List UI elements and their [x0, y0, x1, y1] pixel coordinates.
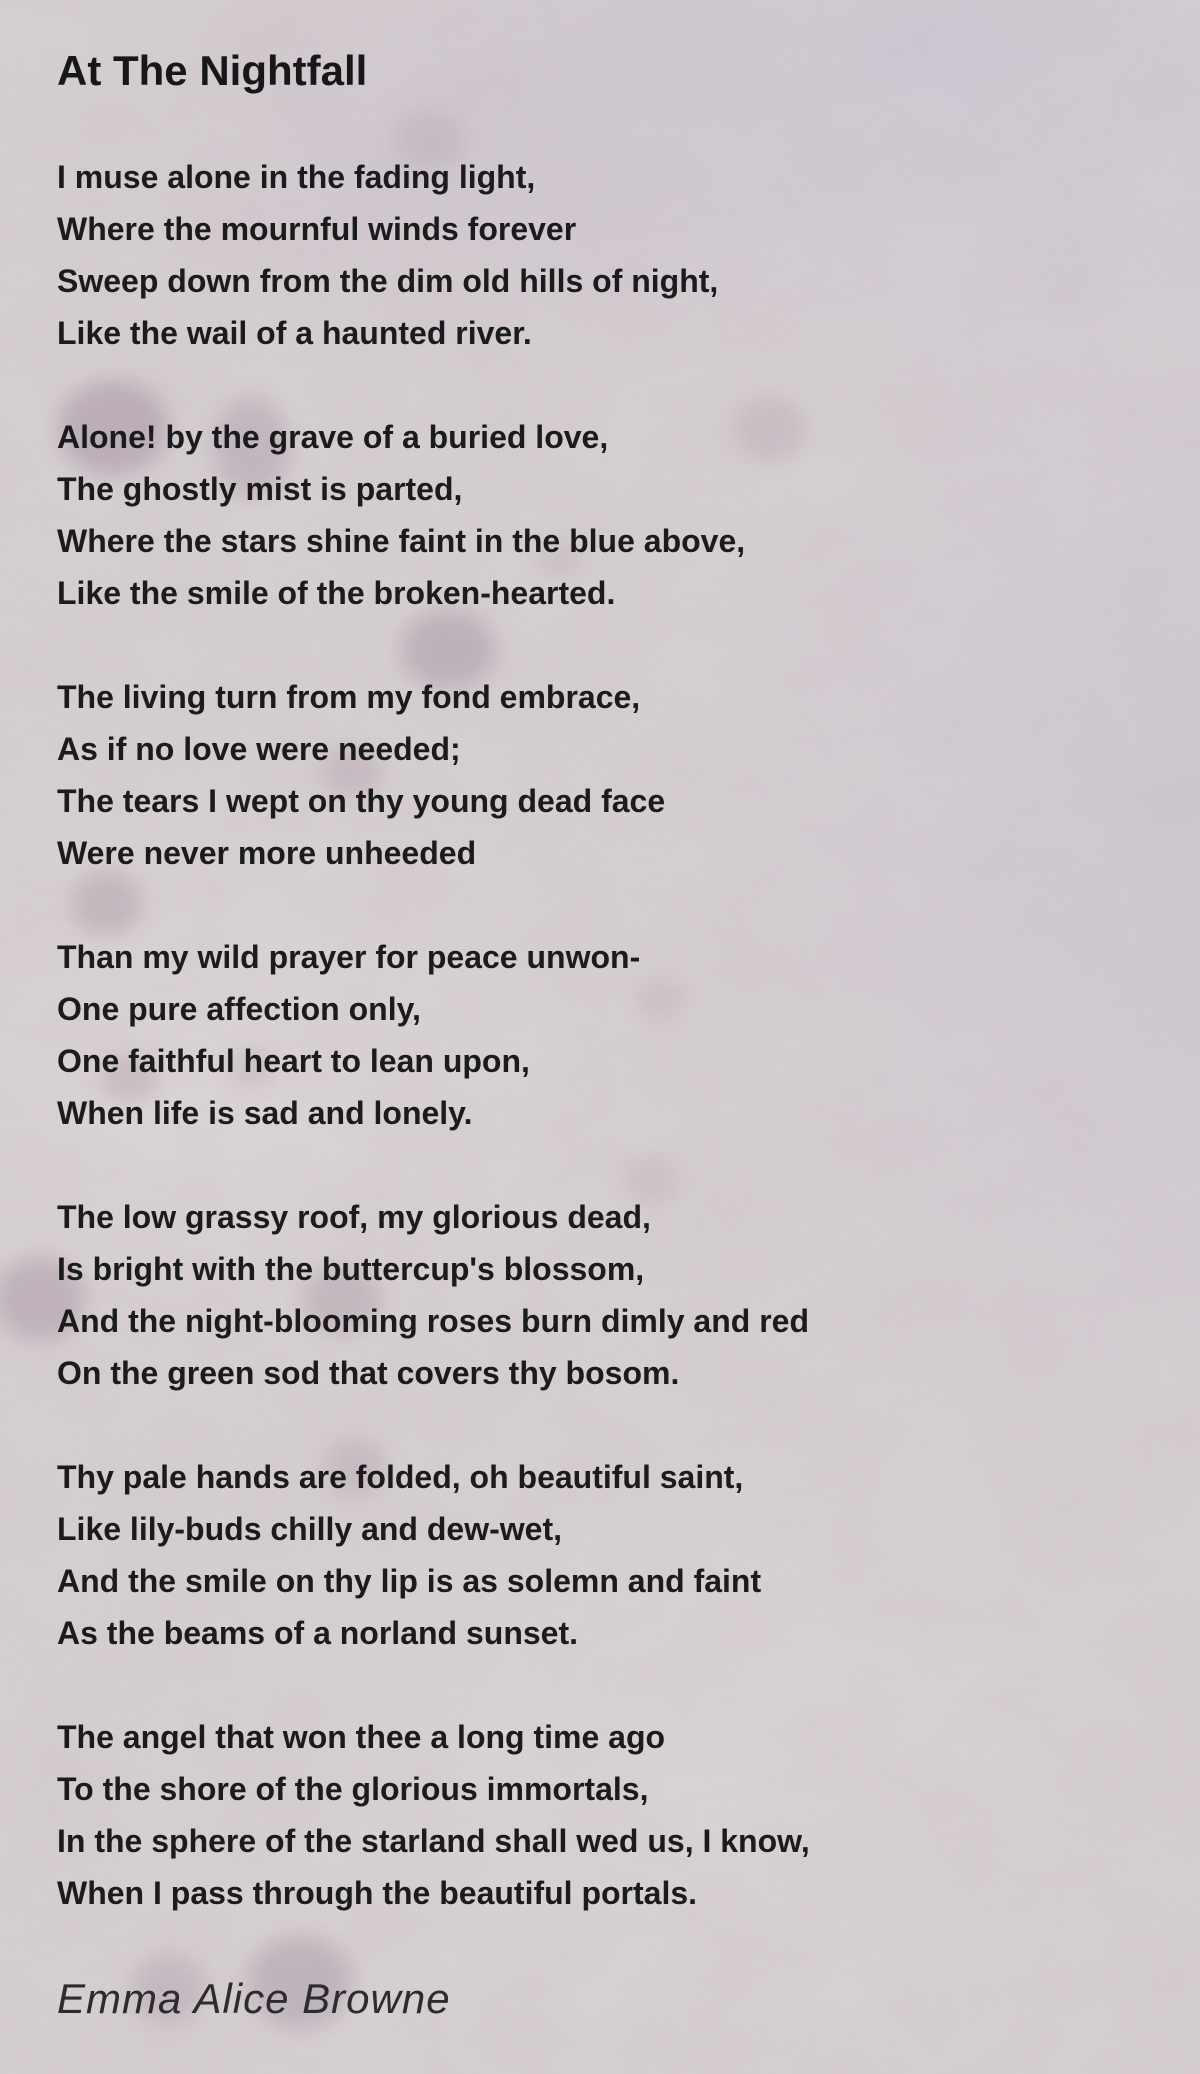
stanza-1: [57, 151, 1160, 359]
poem-line: Than my wild prayer for peace unwon-: [57, 939, 641, 975]
stanza-5: [57, 1191, 1160, 1399]
stanza-7: [57, 1711, 1160, 1919]
poem-line: One pure affection only,: [57, 991, 421, 1027]
poem-line: When I pass through the beautiful portals.: [57, 1875, 698, 1911]
poem-line: Were never more unheeded: [57, 835, 477, 871]
poem-line: To the shore of the glorious immortals,: [57, 1771, 649, 1807]
poem-line: Alone! by the grave of a buried love,: [57, 419, 609, 455]
stanza-3: [57, 671, 1160, 879]
poem-line: One faithful heart to lean upon,: [57, 1043, 530, 1079]
poem-body: [57, 151, 1160, 1919]
poem-author: Emma Alice Browne: [57, 1975, 451, 2022]
poem-line: I muse alone in the fading light,: [57, 159, 536, 195]
stanza-2: [57, 411, 1160, 619]
poem-line: Like lily-buds chilly and dew-wet,: [57, 1511, 562, 1547]
poem-line: The tears I wept on thy young dead face: [57, 783, 666, 819]
poem-line: Like the smile of the broken-hearted.: [57, 575, 616, 611]
poem-line: And the night-blooming roses burn dimly and red: [57, 1303, 809, 1339]
poem-line: In the sphere of the starland shall wed us, I know,: [57, 1823, 810, 1859]
poem-line: The living turn from my fond embrace,: [57, 679, 641, 715]
poem-line: The low grassy roof, my glorious dead,: [57, 1199, 651, 1235]
stanza-6: [57, 1451, 1160, 1659]
poem-line: Where the stars shine faint in the blue above,: [57, 523, 746, 559]
poem-title: At The Nightfall: [57, 47, 368, 94]
poem-line: The angel that won thee a long time ago: [57, 1719, 666, 1755]
stanza-4: [57, 931, 1160, 1139]
poem-line: Thy pale hands are folded, oh beautiful saint,: [57, 1459, 744, 1495]
poem-line: On the green sod that covers thy bosom.: [57, 1355, 680, 1391]
poem-line: Like the wail of a haunted river.: [57, 315, 532, 351]
poem-line: As if no love were needed;: [57, 731, 461, 767]
poem-line: Is bright with the buttercup's blossom,: [57, 1251, 645, 1287]
poem-line: Where the mournful winds forever: [57, 211, 577, 247]
poem-line: Sweep down from the dim old hills of night,: [57, 263, 719, 299]
poem-line: The ghostly mist is parted,: [57, 471, 463, 507]
poem-line: And the smile on thy lip is as solemn and faint: [57, 1563, 762, 1599]
poem-line: When life is sad and lonely.: [57, 1095, 473, 1131]
poem-line: As the beams of a norland sunset.: [57, 1615, 578, 1651]
